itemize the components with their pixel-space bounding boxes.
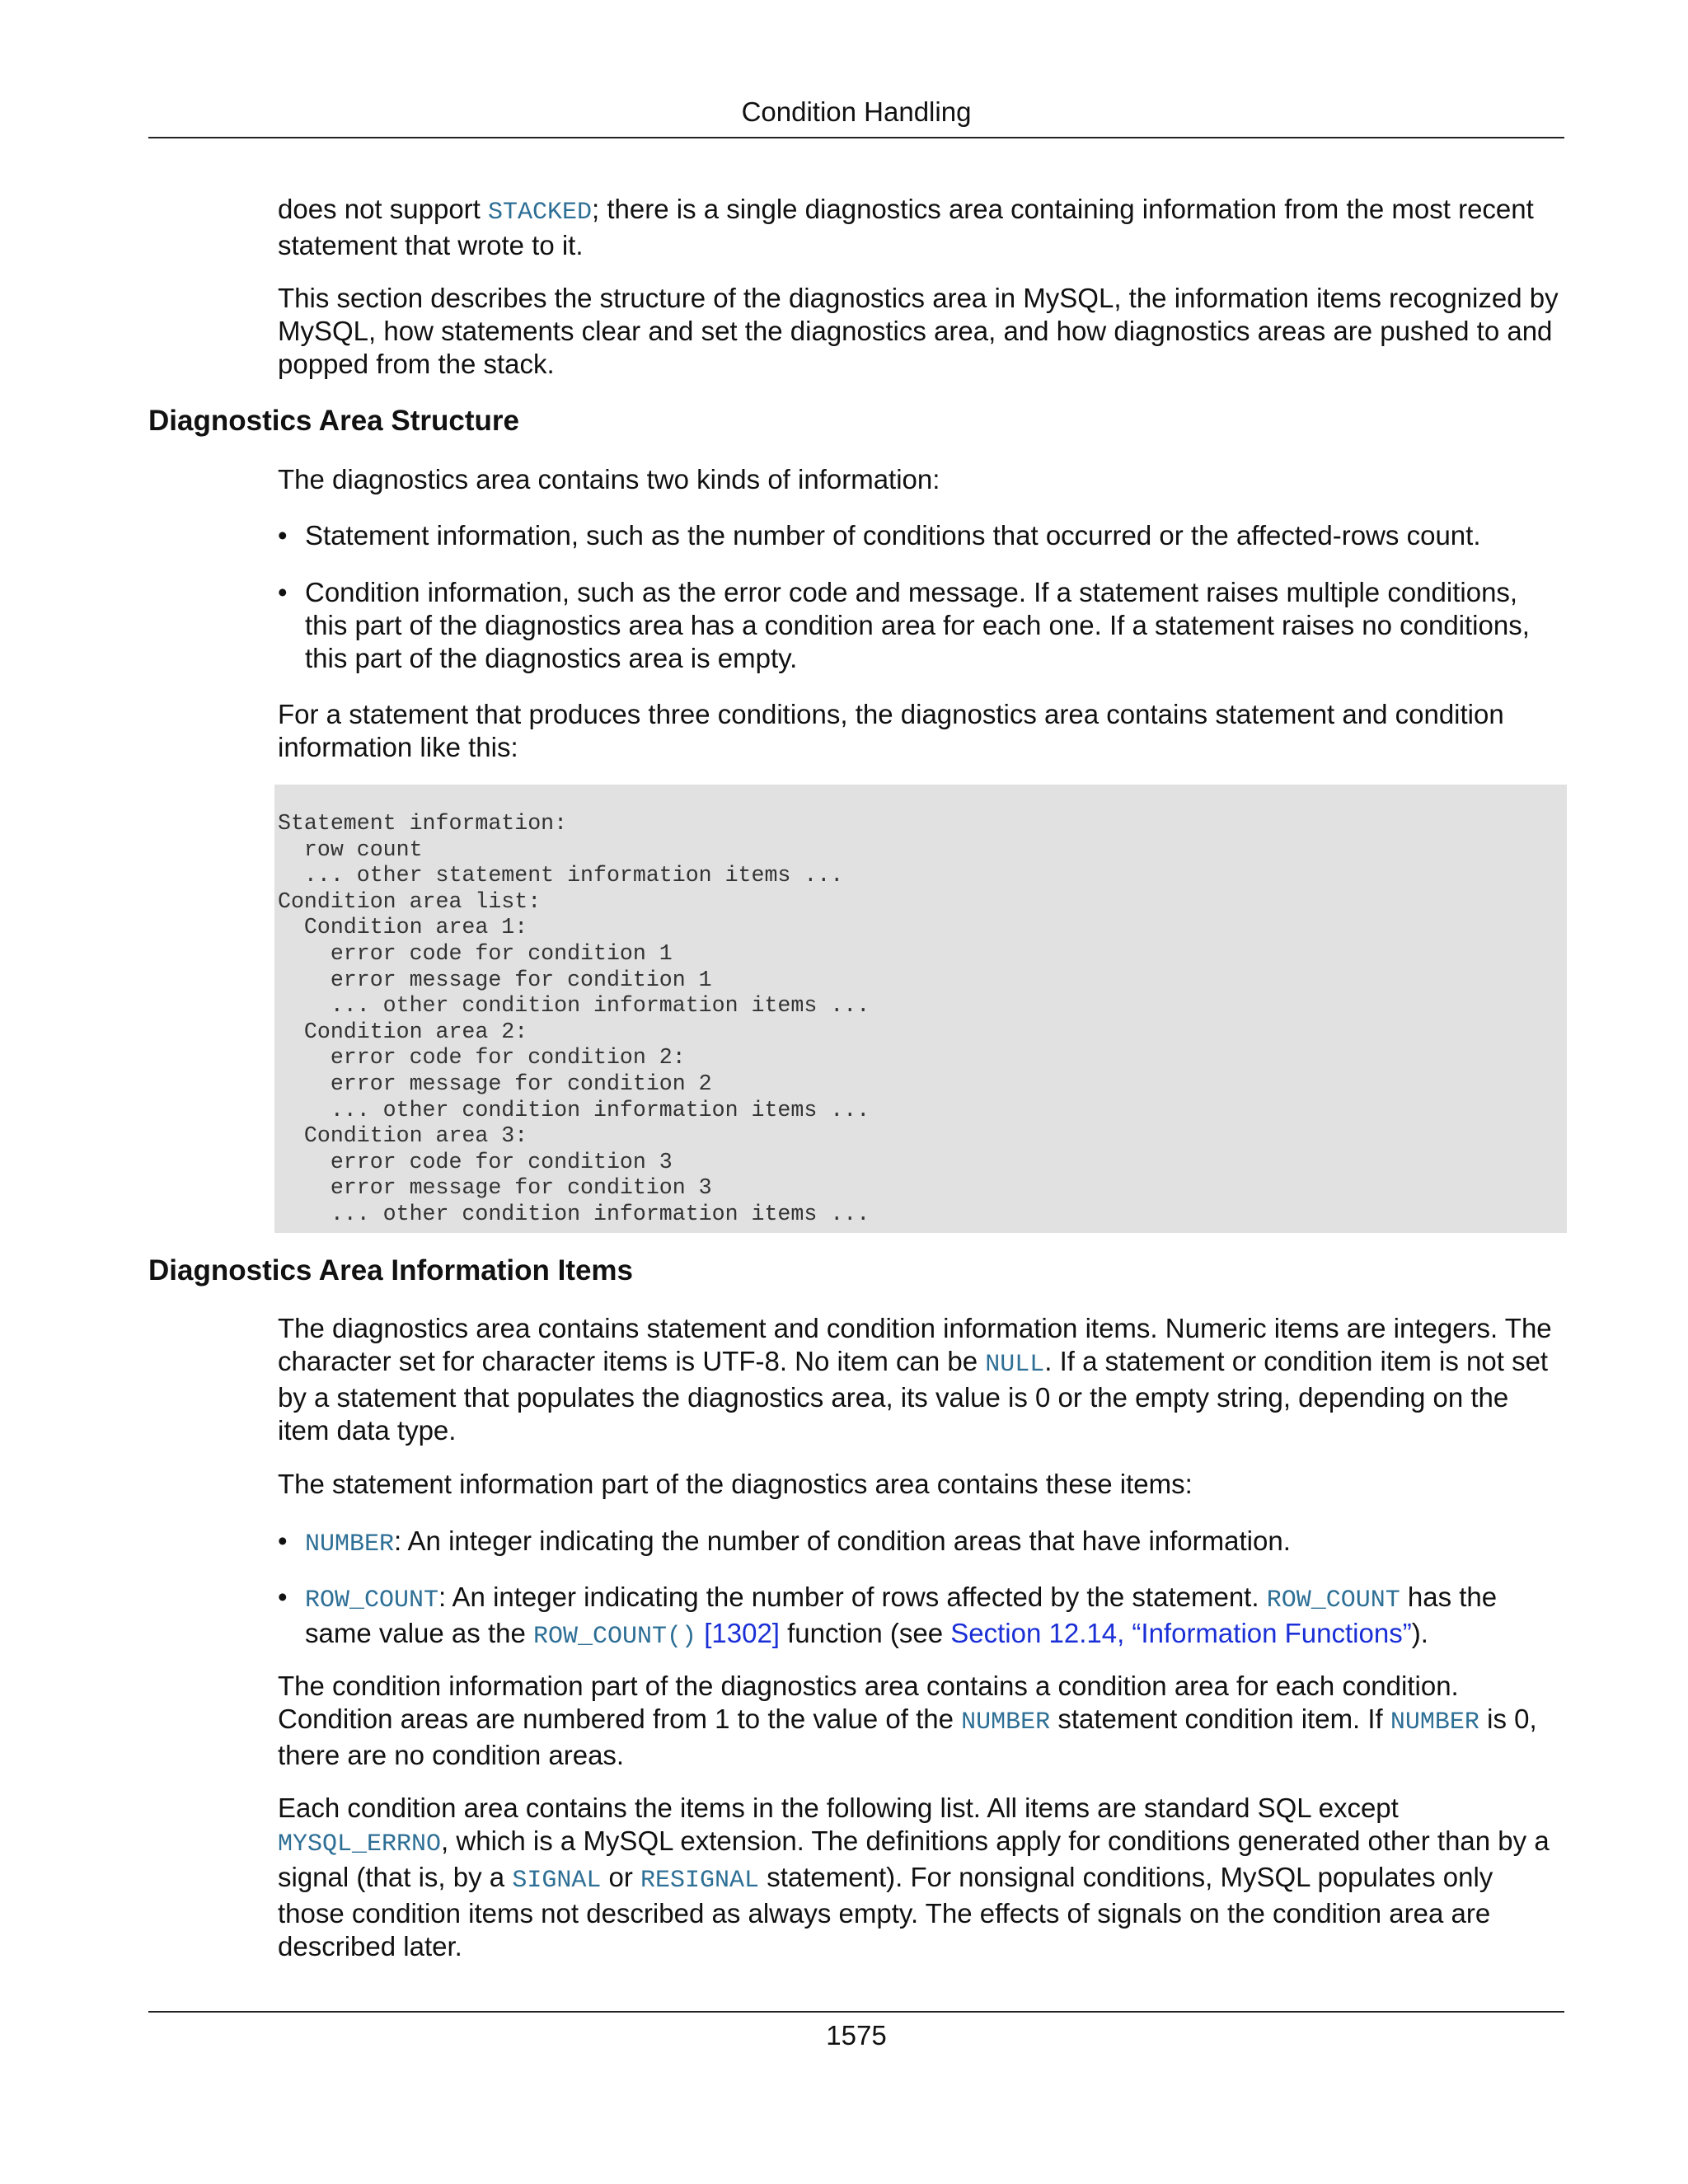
text-run: : An integer indicating the number of condition areas that have information.: [394, 1526, 1291, 1556]
text-run: has the same value as the: [305, 1582, 1498, 1648]
text-run: Each condition area contains the items in the following list. All items are standard SQL except: [278, 1793, 1399, 1823]
list-item: [278, 1581, 1564, 1653]
footer-rule: [148, 2011, 1564, 2013]
code-number: NUMBER: [305, 1530, 395, 1558]
text-run: ).: [1411, 1618, 1428, 1648]
text-run: ; there is a single diagnostics area containing information from the most recent statement that wrote to it.: [278, 194, 1534, 260]
text-run: is 0, there are no condition areas.: [278, 1704, 1537, 1770]
code-number: NUMBER: [961, 1708, 1051, 1736]
list-item-text: [305, 1582, 1498, 1651]
list-item-text: [305, 1526, 1291, 1556]
bullet-glyph: •: [278, 1526, 288, 1556]
header-rule: [148, 137, 1564, 138]
text-run: , which is a MySQL extension. The definitions apply for conditions generated other than by a signal (that is, by a: [278, 1825, 1550, 1892]
structure-paragraph-1: The diagnostics area contains two kinds of information:: [278, 464, 940, 494]
section-heading-items: Diagnostics Area Information Items: [148, 1254, 633, 1286]
text-run: The diagnostics area contains statement and condition information items. Numeric items are integers. The character set for character items is UTF-8. No item can be: [278, 1313, 1552, 1376]
text-run: does not support: [278, 194, 489, 224]
items-paragraph-4: [278, 1792, 1564, 1963]
text-run: The condition information part of the diagnostics area contains a condition area for each condition. Condition areas are numbered from 1 to the value of the: [278, 1671, 1459, 1734]
bullet-glyph: •: [278, 520, 288, 551]
list-item-text: Statement information, such as the number of conditions that occurred or the affected-rows count.: [305, 520, 1481, 551]
list-item: [278, 576, 1564, 675]
list-item: [278, 1525, 1564, 1561]
intro-paragraph-2: This section describes the structure of the diagnostics area in MySQL, the information items recognized by MySQL, how statements clear and set the diagnostics area, and how diagnostics areas are pushed to and popped from the stack.: [278, 283, 1559, 379]
items-paragraph-2: The statement information part of the diagnostics area contains these items:: [278, 1469, 1193, 1499]
page-number: 1575: [826, 2020, 887, 2050]
text-run: : An integer indicating the number of rows affected by the statement.: [438, 1582, 1267, 1612]
list-item-text: Condition information, such as the error code and message. If a statement raises multiple conditions, this part of the diagnostics area has a condition area for each one. If a statement raises no conditions, this part of the diagnostics area is empty.: [305, 577, 1530, 673]
code-stacked: STACKED: [488, 199, 593, 227]
code-example-block: [274, 785, 1567, 1233]
code-null: NULL: [985, 1351, 1045, 1379]
page-reference-link[interactable]: [1302]: [696, 1618, 780, 1648]
code-example-text: Statement information: row count ... other statement information items ... Condition area list: Condition area 1: error code for condition 1 error message for condition 1 ... other condition information items ... Condition area 2: error code for condition 2: error message for condition 2 ... other condition information items ... Condition area 3: error code for condition 3 error message for condition 3 ... other condition information items ...: [278, 811, 870, 1226]
information-functions-link[interactable]: Section 12.14, “Information Functions”: [950, 1618, 1412, 1648]
code-number: NUMBER: [1390, 1708, 1479, 1736]
text-run: statement condition item. If: [1050, 1704, 1390, 1734]
text-run: statement). For nonsignal conditions, MySQL populates only those condition items not described as always empty. The effects of signals on the condition area are described later.: [278, 1862, 1493, 1961]
code-row-count: ROW_COUNT: [1266, 1586, 1400, 1615]
code-resignal: RESIGNAL: [640, 1867, 760, 1895]
intro-paragraph-1: [278, 193, 1564, 262]
running-header: Condition Handling: [741, 96, 972, 127]
row-count-function-link[interactable]: ROW_COUNT(): [533, 1623, 697, 1651]
code-mysql-errno: MYSQL_ERRNO: [278, 1830, 442, 1858]
items-paragraph-3: [278, 1670, 1564, 1772]
text-run: or: [601, 1862, 641, 1892]
items-paragraph-1: [278, 1312, 1564, 1447]
bullet-glyph: •: [278, 577, 288, 607]
section-heading-structure: Diagnostics Area Structure: [148, 405, 519, 437]
list-item: [278, 519, 1564, 552]
code-row-count: ROW_COUNT: [305, 1586, 439, 1615]
code-signal: SIGNAL: [512, 1867, 602, 1895]
text-run: . If a statement or condition item is not set by a statement that populates the diagnostics area, its value is 0 or the empty string, depending on the item data type.: [278, 1346, 1549, 1446]
text-run: function (see: [779, 1618, 951, 1648]
bullet-glyph: •: [278, 1582, 288, 1612]
structure-paragraph-2: For a statement that produces three conditions, the diagnostics area contains statement and condition information like this:: [278, 699, 1504, 762]
